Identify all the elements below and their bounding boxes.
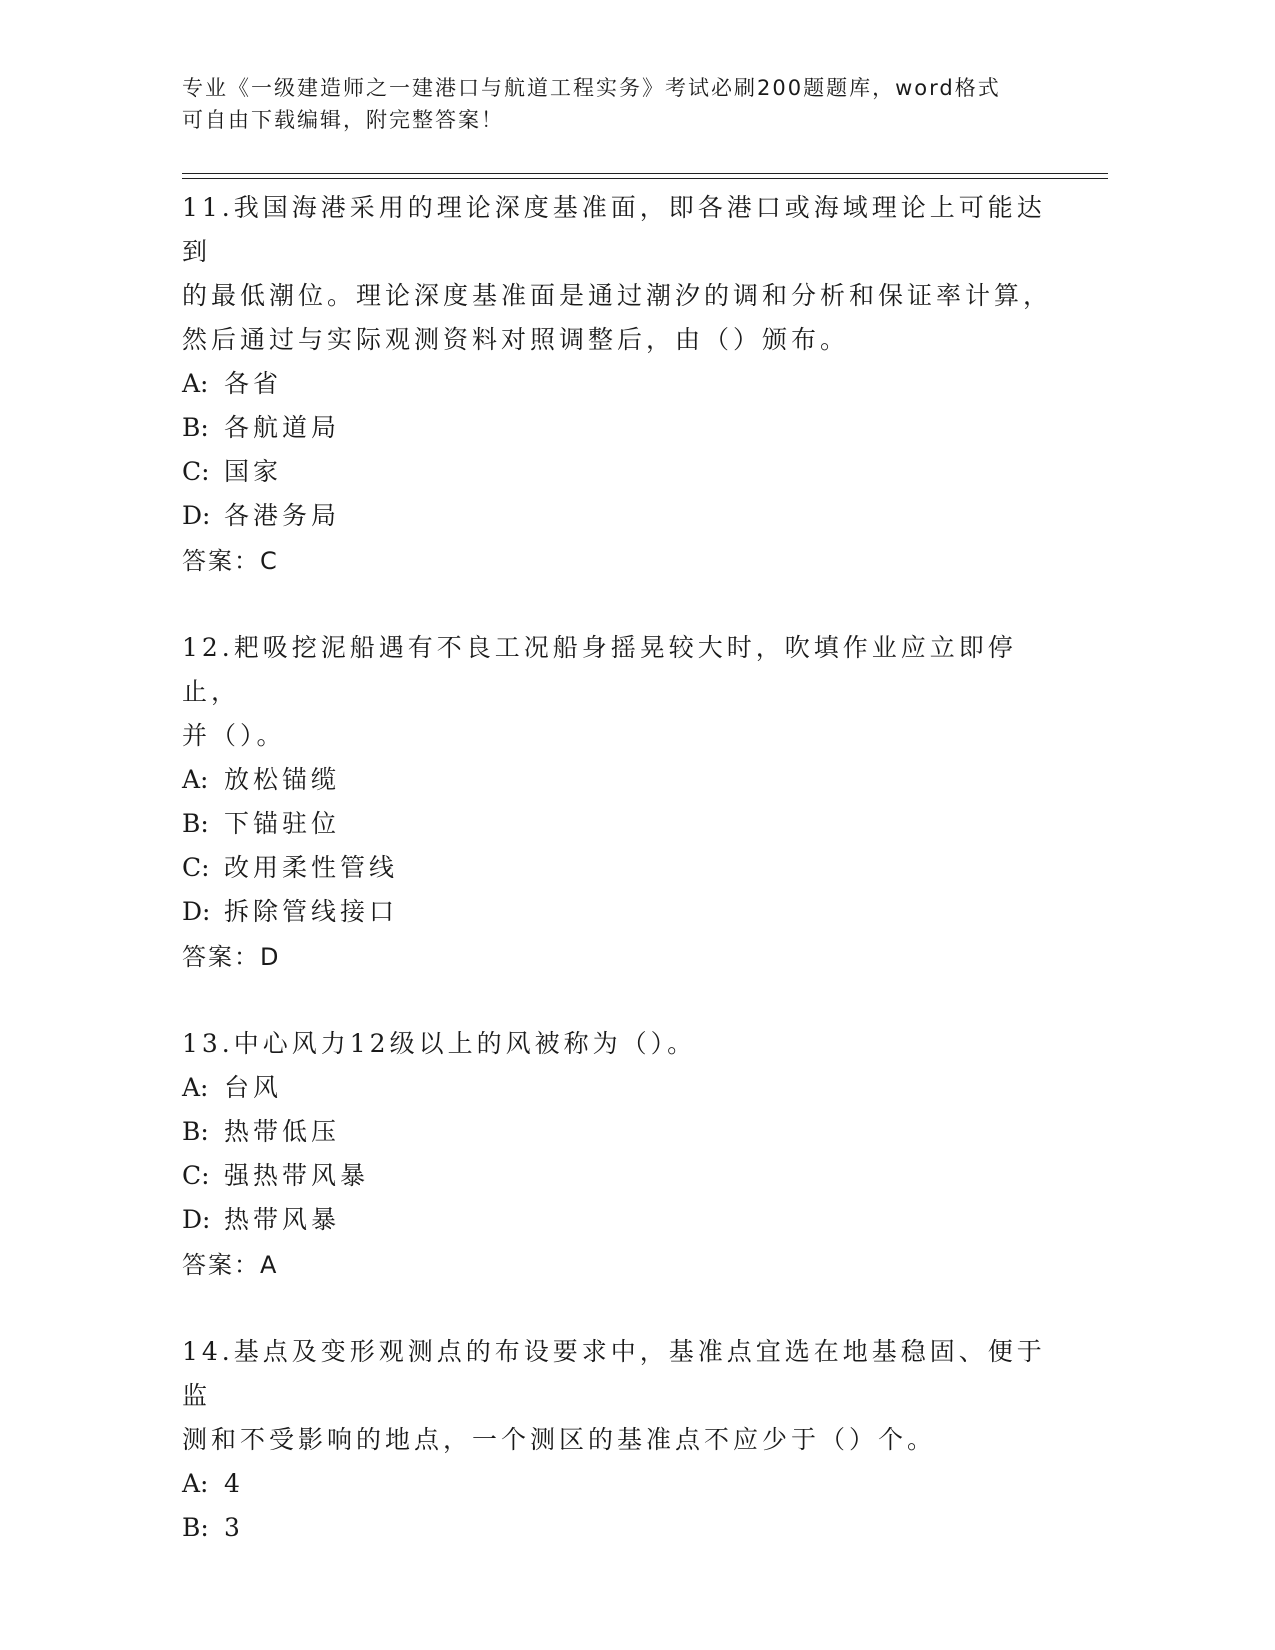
answer: 答案：D [182, 943, 281, 971]
option-text: 各港务局 [224, 501, 341, 530]
option-c [182, 846, 1062, 890]
option-text: 热带低压 [224, 1117, 341, 1146]
question-text-line: 11.我国海港采用的理论深度基准面，即各港口或海域理论上可能达到 [182, 193, 1046, 266]
spacer [182, 1288, 1062, 1330]
option-c [182, 450, 1062, 494]
option-letter: D: [182, 501, 211, 530]
option-text: 4 [224, 1469, 244, 1498]
answer: 答案：A [182, 1251, 279, 1279]
option-text: 3 [224, 1513, 244, 1542]
option-text: 强热带风暴 [224, 1161, 370, 1190]
option-letter: C: [182, 853, 210, 882]
option-letter: D: [182, 897, 211, 926]
option-text: 改用柔性管线 [224, 853, 399, 882]
option-text: 下锚驻位 [224, 809, 341, 838]
spacer [182, 584, 1062, 626]
option-a [182, 758, 1062, 802]
option-letter: A: [182, 1073, 209, 1102]
question-list [182, 186, 1062, 1550]
option-text: 拆除管线接口 [224, 897, 399, 926]
question-14 [182, 1330, 1062, 1550]
option-letter: C: [182, 457, 210, 486]
header-line-2: 可自由下载编辑，附完整答案！ [182, 108, 504, 132]
option-letter: B: [182, 413, 209, 442]
option-a [182, 1462, 1062, 1506]
option-d [182, 1198, 1062, 1242]
question-text-line: 测和不受影响的地点，一个测区的基准点不应少于（）个。 [182, 1425, 937, 1454]
option-text: 各省 [224, 369, 283, 398]
answer: 答案：C [182, 547, 279, 575]
option-d [182, 494, 1062, 538]
option-c [182, 1154, 1062, 1198]
option-b [182, 802, 1062, 846]
header-rule-top [182, 173, 1108, 174]
header-rule-bottom [182, 178, 1108, 179]
question-text-line: 并（）。 [182, 721, 286, 750]
option-d [182, 890, 1062, 934]
document-header [182, 72, 1042, 136]
option-letter: A: [182, 1469, 209, 1498]
option-text: 台风 [224, 1073, 283, 1102]
question-13 [182, 1022, 1062, 1288]
option-letter: A: [182, 369, 209, 398]
option-b [182, 1506, 1062, 1550]
question-text-line: 13.中心风力12级以上的风被称为（）。 [182, 1029, 697, 1058]
option-text: 热带风暴 [224, 1205, 341, 1234]
option-letter: C: [182, 1161, 210, 1190]
option-text: 国家 [224, 457, 283, 486]
option-letter: A: [182, 765, 209, 794]
option-letter: B: [182, 1513, 209, 1542]
option-letter: B: [182, 1117, 209, 1146]
option-b [182, 1110, 1062, 1154]
spacer [182, 980, 1062, 1022]
option-a [182, 1066, 1062, 1110]
question-text-line: 的最低潮位。理论深度基准面是通过潮汐的调和分析和保证率计算， [182, 281, 1053, 310]
question-12 [182, 626, 1062, 980]
question-text-line: 14.基点及变形观测点的布设要求中，基准点宜选在地基稳固、便于监 [182, 1337, 1046, 1410]
option-b [182, 406, 1062, 450]
option-text: 放松锚缆 [224, 765, 341, 794]
option-a [182, 362, 1062, 406]
option-letter: B: [182, 809, 209, 838]
question-11 [182, 186, 1062, 584]
question-text-line: 12.耙吸挖泥船遇有不良工况船身摇晃较大时，吹填作业应立即停止， [182, 633, 1017, 706]
option-letter: D: [182, 1205, 211, 1234]
question-text-line: 然后通过与实际观测资料对照调整后，由（）颁布。 [182, 325, 850, 354]
header-line-1: 专业《一级建造师之一建港口与航道工程实务》考试必刷200题题库，word格式 [182, 76, 1001, 100]
option-text: 各航道局 [224, 413, 341, 442]
